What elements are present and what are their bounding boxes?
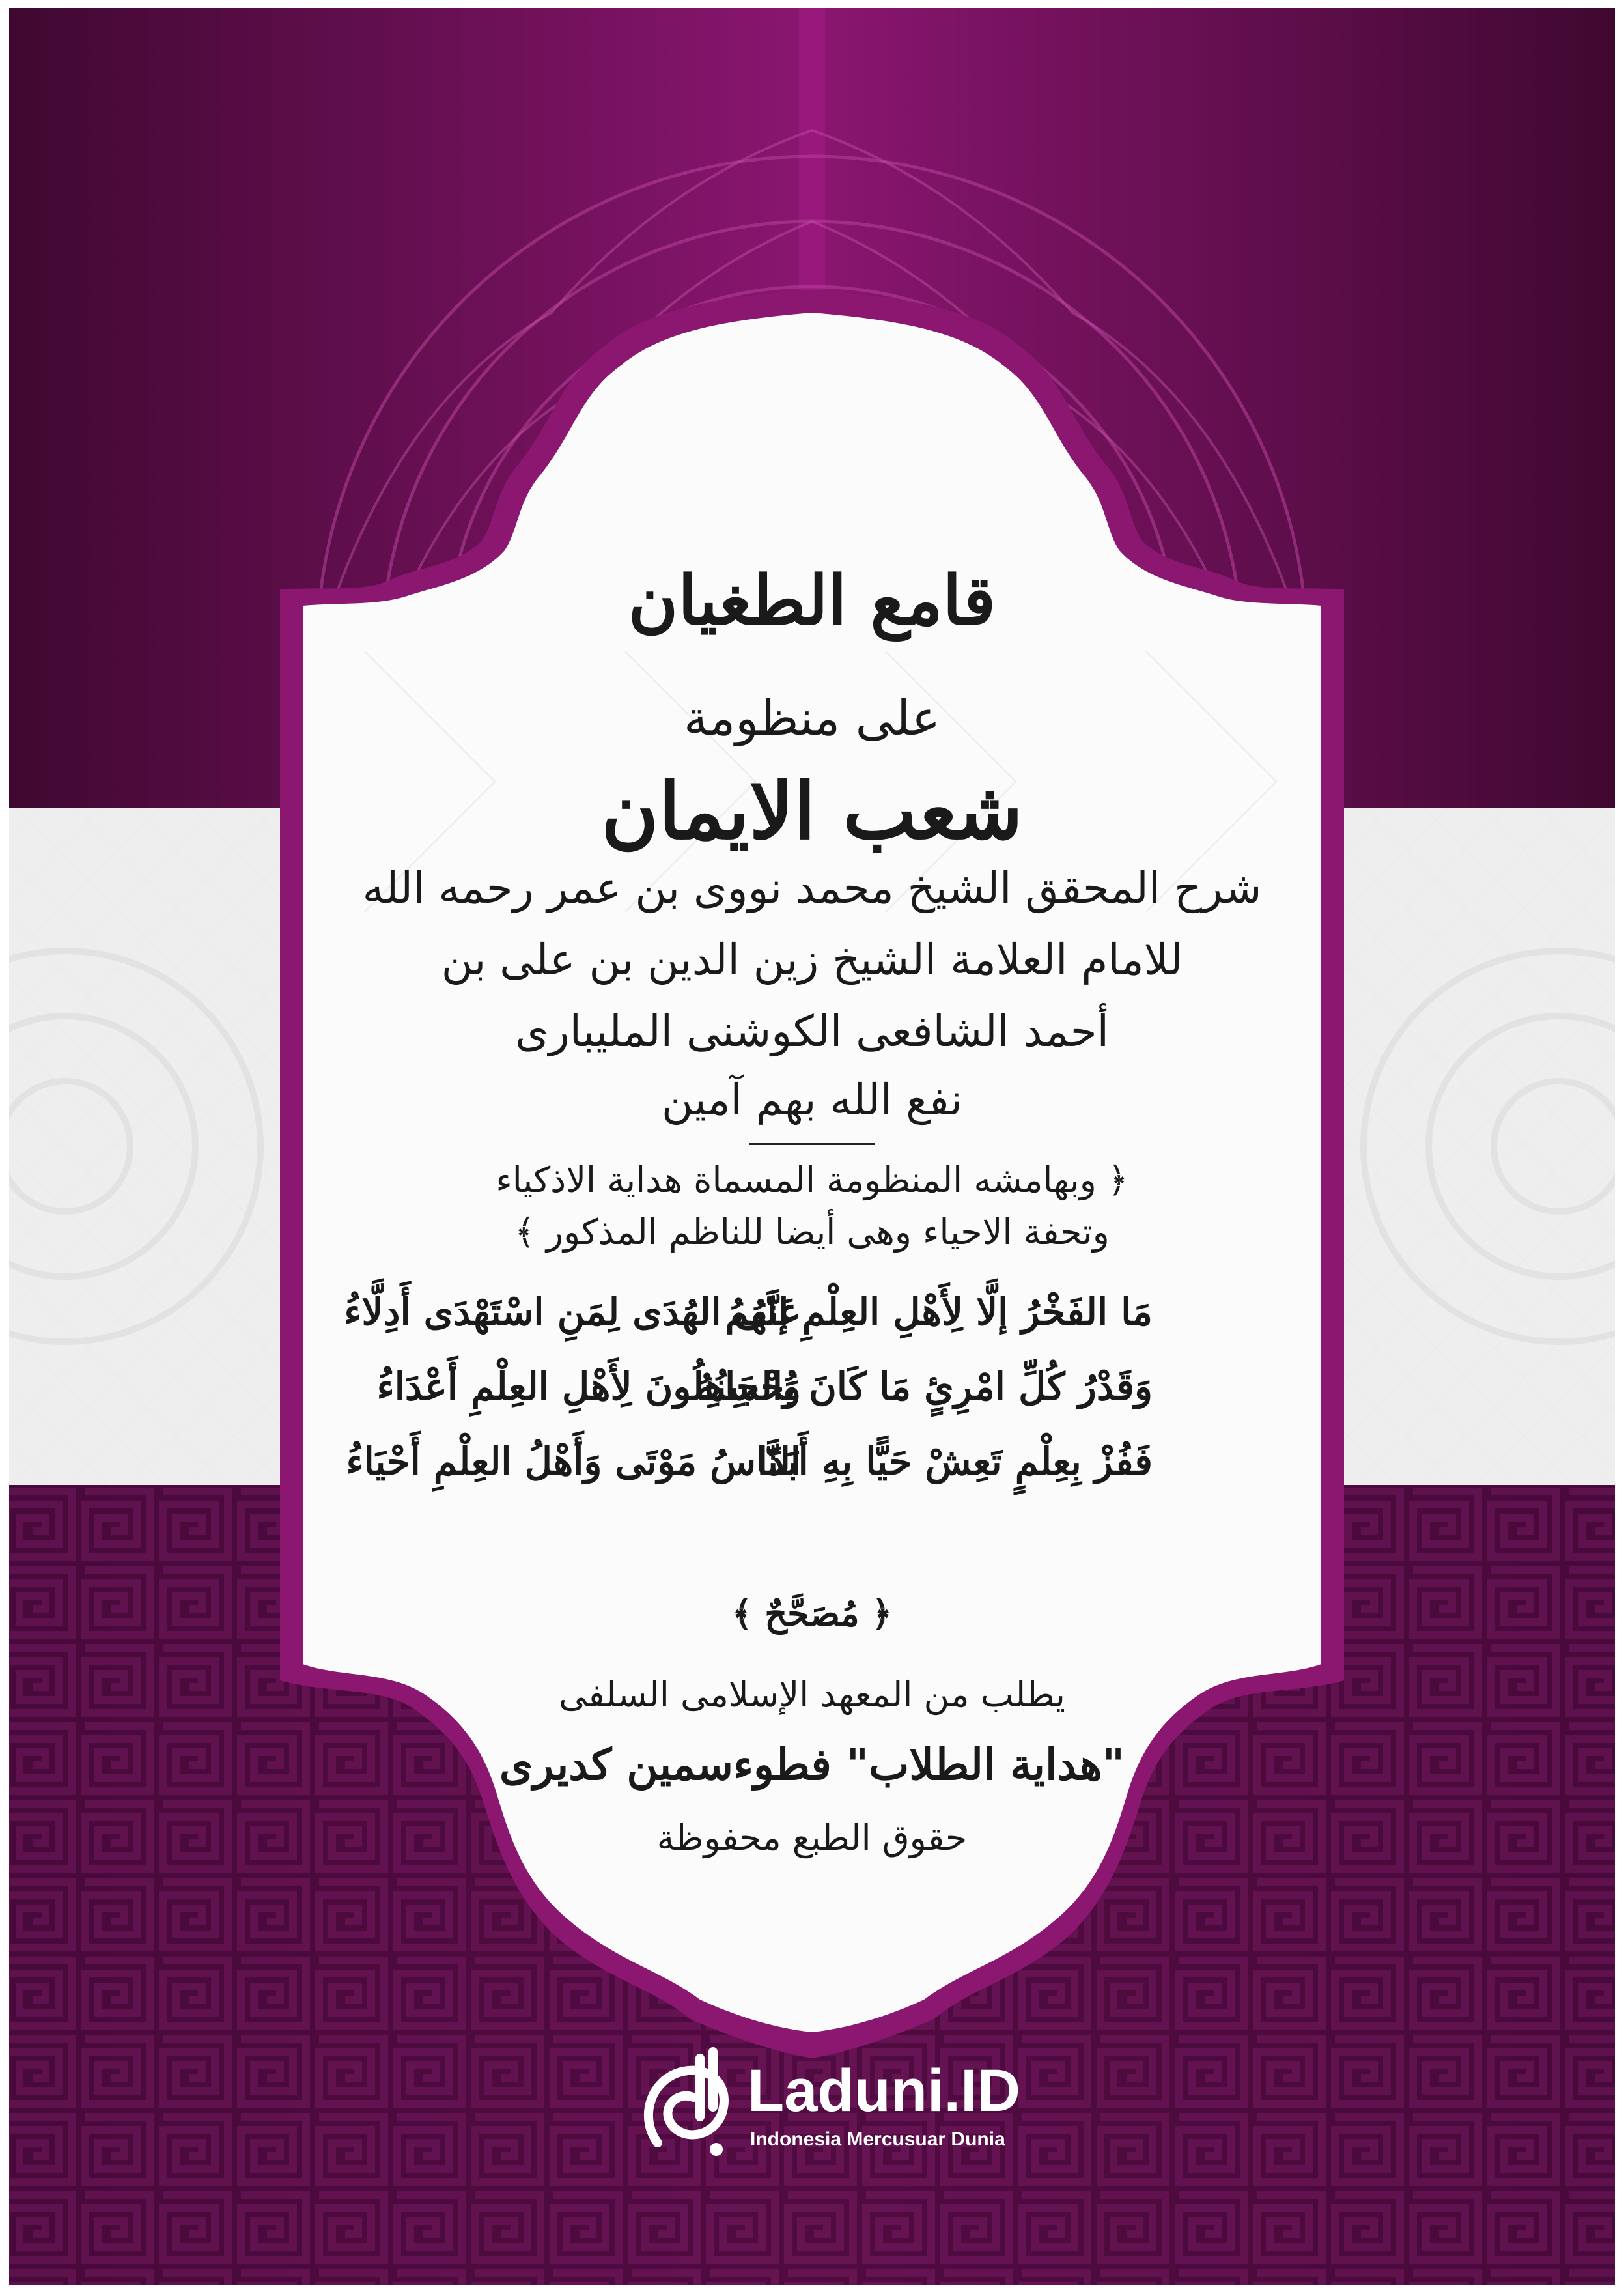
verse-row (376, 1365, 1153, 1430)
author-line-2: أحمد الشافعى الكوشنى المليبارى (515, 1006, 1109, 1056)
corrector-mark: ﴿ مُصَحَّحٌ ﴾ (731, 1593, 893, 1634)
verse-hemistich-right: وَقَدْرُ كُلِّ امْرِئٍ مَا كَانَ يُحْسِنُهُ (695, 1365, 1153, 1409)
verse-row (344, 1290, 1153, 1355)
book-subtitle: على منظومة (683, 690, 941, 746)
verse-hemistich-left: عَلَى الهُدَى لِمَنِ اسْتَهْدَى أَدِلَّاءُ (344, 1290, 801, 1334)
title-page-text (280, 0, 1344, 2294)
laduni-logo (638, 2039, 1021, 2169)
laduni-emblem-icon (638, 2045, 742, 2162)
margin-note-2: وتحفة الاحياء وهى أيضا للناظم المذكور ﴾ (514, 1211, 1110, 1253)
request-line: يطلب من المعهد الإسلامى السلفى (559, 1674, 1065, 1715)
verse-hemistich-left: وَالجَاهِلُونَ لِأَهْلِ العِلْمِ أَعْدَاءُ (376, 1365, 801, 1409)
margin-note-1: ﴿ وبهامشه المنظومة المسماة هداية الاذكياء (496, 1159, 1128, 1200)
book-title: قامع الطغيان (628, 560, 996, 640)
divider (749, 1143, 875, 1145)
brand-name: Laduni.ID (748, 2058, 1021, 2124)
poem-title: شعب الايمان (601, 765, 1023, 857)
verse-row (346, 1439, 1153, 1505)
institute-name: "هداية الطلاب" فطوءسمين كديرى (499, 1739, 1125, 1790)
author-line-1: للامام العلامة الشيخ زين الدين بن على بن (441, 935, 1183, 985)
verse-hemistich-left: النَّاسُ مَوْتَى وَأَهْلُ العِلْمِ أَحْيَاءُ (346, 1439, 801, 1484)
brand-tagline: Indonesia Mercusuar Dunia (750, 2129, 1005, 2150)
verse-hemistich-right: مَا الفَخْرُ إلَّا لِأَهْلِ العِلْمِ إنَّهُمُ (725, 1290, 1153, 1334)
verse-block (344, 1290, 1153, 1511)
copyright-notice: حقوق الطبع محفوظة (656, 1817, 968, 1858)
prayer-line: نفع الله بهم آمين (661, 1075, 963, 1125)
verse-hemistich-right: فَفُزْ بِعِلْمٍ تَعِشْ حَيًّا بِهِ أَبَدًا (757, 1439, 1153, 1484)
commentator-line: شرح المحقق الشيخ محمد نووى بن عمر رحمه الله (362, 863, 1262, 913)
